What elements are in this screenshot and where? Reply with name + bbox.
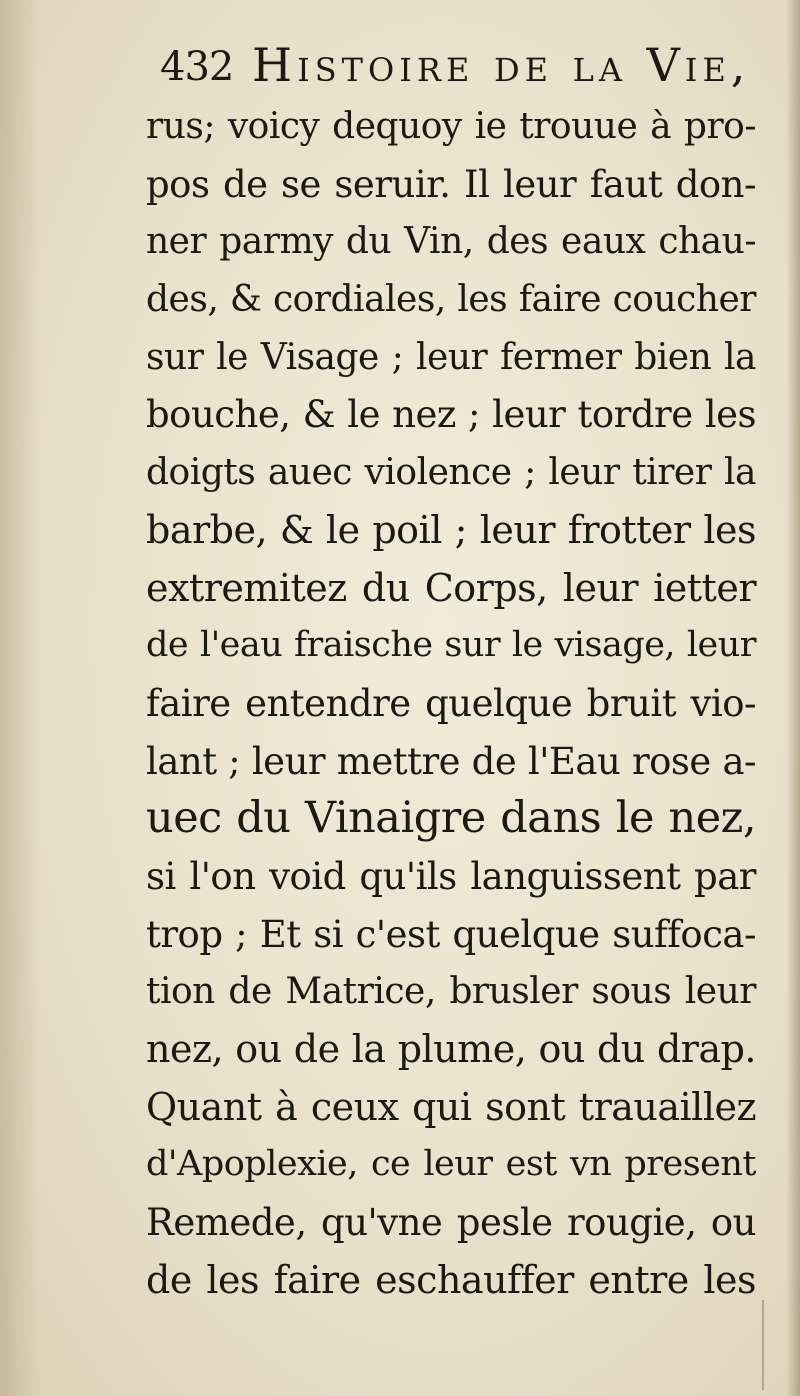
text-line: doigts auec violence ; leur tirer la xyxy=(146,452,756,494)
text-line: rus; voicy dequoy ie trouue à pro- xyxy=(146,106,756,147)
text-line: bouche, & le nez ; leur tordre les xyxy=(146,393,756,437)
text-line: Quant à ceux qui sont trauaillez xyxy=(146,1084,756,1129)
body-text xyxy=(146,98,756,1309)
text-line: faire entendre quelque bruit vio- xyxy=(146,681,756,725)
text-line: pos de se seruir. Il leur faut don- xyxy=(146,162,756,206)
text-line: des, & cordiales, les faire coucher xyxy=(146,279,756,321)
running-head xyxy=(160,38,750,102)
text-line: si l'on void qu'ils languissent par xyxy=(146,854,756,898)
page-number: 432 xyxy=(160,44,234,90)
text-line: barbe, & le poil ; leur frotter les xyxy=(146,507,756,552)
text-line: de les faire eschauffer entre les xyxy=(146,1257,756,1302)
text-line: tion de Matrice, brusler sous leur xyxy=(146,971,756,1013)
text-line: d'Apoplexie, ce leur est vn present xyxy=(146,1144,756,1185)
text-line: ner parmy du Vin, des eaux chau- xyxy=(146,221,756,263)
running-title: Histoire de la Vie, xyxy=(252,38,751,92)
text-line: extremitez du Corps, leur ietter xyxy=(146,565,756,610)
page-fold-mark xyxy=(762,1300,764,1390)
text-line: de l'eau fraische sur le visage, leur xyxy=(146,625,756,666)
text-line: lant ; leur mettre de l'Eau rose a- xyxy=(146,739,756,783)
text-line: uec du Vinaigre dans le nez, xyxy=(146,793,756,844)
text-line: trop ; Et si c'est quelque suffoca- xyxy=(146,912,756,956)
text-line: Remede, qu'vne pesle rougie, ou xyxy=(146,1201,756,1245)
text-line: sur le Visage ; leur fermer bien la xyxy=(146,336,756,378)
text-line: nez, ou de la plume, ou du drap. xyxy=(146,1027,756,1071)
